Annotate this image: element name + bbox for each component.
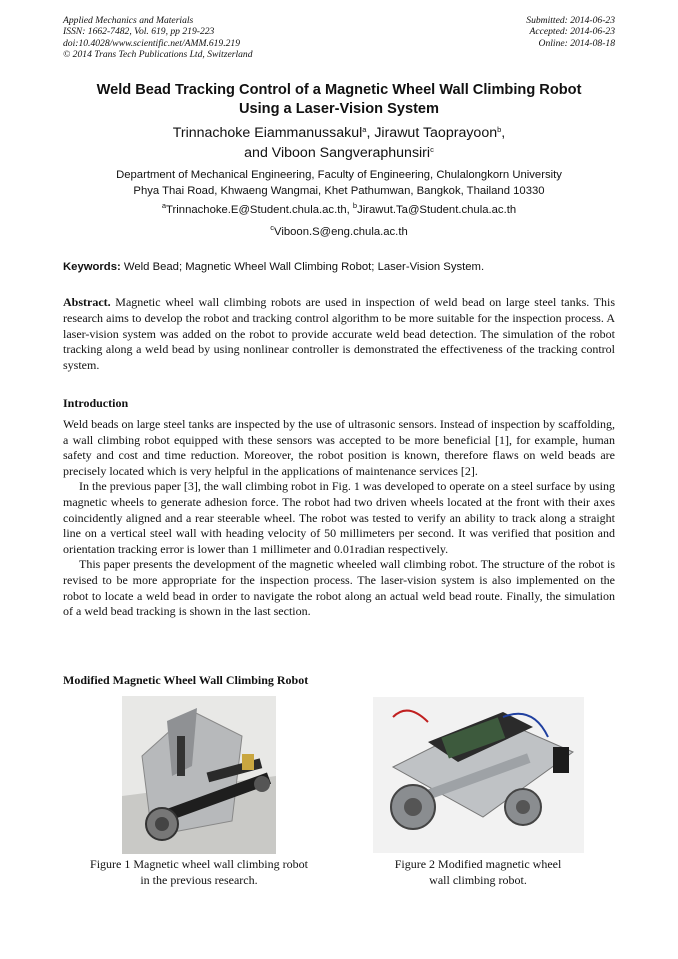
author-1-sup: a [362,125,367,134]
emails-line-1 [40,203,638,217]
introduction-heading: Introduction [63,396,129,410]
intro-paragraph-3: This paper presents the development of the magnetic wheeled wall climbing robot. The structure of the robot is revised to be more appropriate for the inspection process. The laser-vision system is also implemented on the robot to locate a weld bead in order to navigate the robot along an actual weld bead route. Finally, the simulation of a weld bead tracking is shown in the last section. [63,557,615,619]
journal-info [63,15,253,60]
author-separator: , [366,125,375,141]
figure-2-caption-line-1: Figure 2 Modified magnetic wheel [394,857,562,871]
robot-photo-previous [122,696,276,854]
title-line-2: Using a Laser-Vision System [238,101,440,117]
submitted-date: Submitted: 2014-06-23 [526,15,615,26]
section-heading-modified-robot: Modified Magnetic Wheel Wall Climbing Robot [63,673,309,687]
email-a[interactable]: Trinnachoke.E@Student.chula.ac.th [166,204,347,216]
email-a-sup: a [161,201,167,210]
figure-2-caption [343,857,613,888]
affiliation-line-1: Department of Mechanical Engineering, Faculty of Engineering, Chulalongkorn University [116,169,562,181]
affiliation-line-2: Phya Thai Road, Khwaeng Wangmai, Khet Pathumwan, Bangkok, Thailand 10330 [133,185,545,197]
author-2: Jirawut Taoprayoon [374,125,498,141]
author-2-sup: b [497,125,502,134]
figure-1-image [122,696,276,854]
email-b[interactable]: Jirawut.Ta@Student.chula.ac.th [357,204,517,216]
figure-1-caption-line-1: Figure 1 Magnetic wheel wall climbing robot [90,857,308,871]
online-date: Online: 2014-08-18 [538,37,615,49]
journal-copyright: © 2014 Trans Tech Publications Ltd, Switzerland [63,48,253,60]
robot-photo-modified [373,697,584,853]
email-c-sup: c [270,223,274,232]
intro-paragraph-2: In the previous paper [3], the wall climbing robot in Fig. 1 was developed to operate on a steel surface by using magnetic wheels to generate adhesion force. The robot had two driven wheels located at the front with their axes coincidently aligned and a rear steerable wheel. The robot was tested to verify an ability to track along a straight line on a vertical steel wall with heading velocity of 50 millimeters per second. It was verified that position and orientation tracking error is lower than 1 millimeter and 0.01radian respectively. [63,479,615,556]
accepted-date: Accepted: 2014-06-23 [529,26,615,38]
journal-doi: doi:10.4028/www.scientific.net/AMM.619.219 [63,37,241,49]
journal-name: Applied Mechanics and Materials [63,15,194,26]
email-b-sup: b [352,201,358,210]
paper-title [40,81,638,119]
email-separator: , [346,204,353,216]
author-separator: , [501,125,506,141]
figure-1-caption [63,857,335,888]
figure-2-image [373,697,584,853]
email-c[interactable]: Viboon.S@eng.chula.ac.th [274,226,408,238]
submission-dates [526,15,615,49]
author-1: Trinnachoke Eiammanussakul [172,125,363,141]
title-line-1: Weld Bead Tracking Control of a Magnetic Wheel Wall Climbing Robot [96,82,582,98]
author-3: and Viboon Sangveraphunsiri [244,144,431,161]
journal-issn: ISSN: 1662-7482, Vol. 619, pp 219-223 [63,26,215,38]
keywords-label: Keywords: [63,261,121,273]
author-list [40,124,638,163]
figure-2-caption-line-2: wall climbing robot. [429,872,527,887]
abstract-text: Magnetic wheel wall climbing robots are used in inspection of weld bead on large steel tanks. This research aims to develop the robot and tracking control algorithm to be more suitable for the inspection process. A laser-vision system was added on the robot to provide accurate weld bead detection. The simulation of the robot tracking along a weld bead by using nonlinear controller is demonstrated the effectiveness of the tracking control system. [63,295,615,373]
abstract-label: Abstract. [63,295,111,309]
keywords-text: Weld Bead; Magnetic Wheel Wall Climbing Robot; Laser-Vision System. [120,261,485,273]
keywords [63,260,615,274]
abstract [63,295,615,374]
affiliation [40,167,638,199]
figure-1-caption-line-2: in the previous research. [140,872,258,887]
emails-line-2 [40,225,638,239]
intro-paragraph-1: Weld beads on large steel tanks are inspected by the use of ultrasonic sensors. Instead of inspection by scaffolding, a wall climbing robot equipped with these sensors was accepted to be more beneficial [1], for example, human safety and cost and time reduction. Moreover, the robot position is known, therefore flaws on weld beads are precisely located which is very helpful in the applications of maintenance services [2]. [63,417,615,478]
introduction-body [63,417,615,620]
author-3-sup: c [430,144,434,154]
